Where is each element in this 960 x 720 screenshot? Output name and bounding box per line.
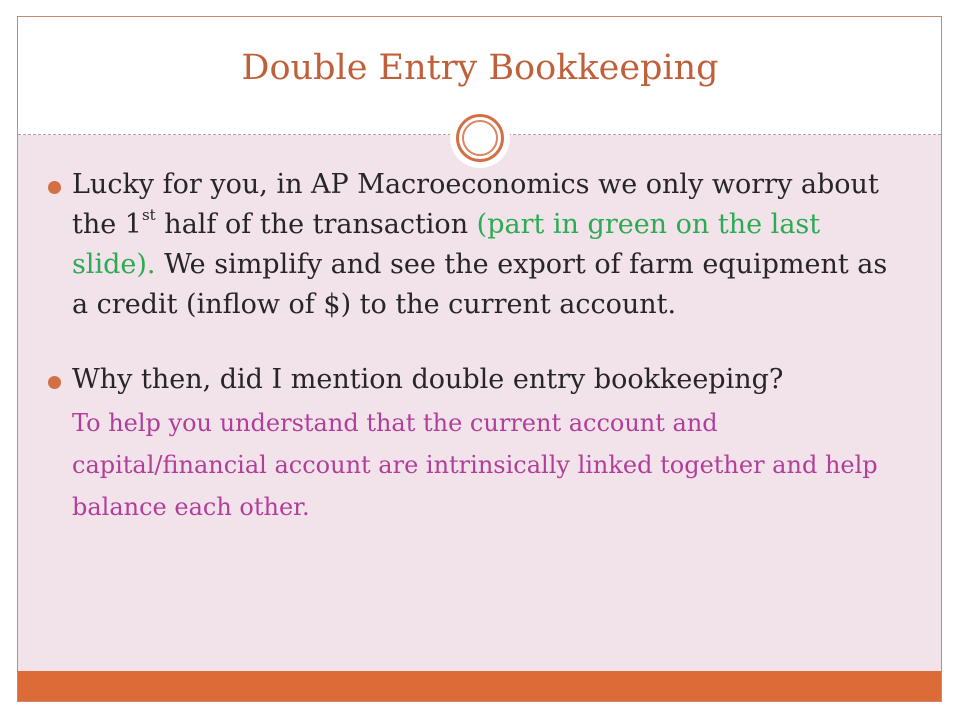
bullet-text-end: We simplify and see the export of farm equipment as a credit (inflow of $) to the current account.: [72, 249, 888, 320]
bullet-text-middle: half of the transaction: [155, 209, 477, 240]
green-highlight-text: (part in green on the last slide).: [72, 209, 821, 280]
bullet-dot-icon: [48, 181, 61, 194]
bullet-item-transaction: [46, 165, 896, 325]
slide-title: Double Entry Bookkeeping: [241, 48, 719, 88]
footer-accent-bar: [18, 671, 941, 701]
question-text: Why then, did I mention double entry bookkeeping?: [72, 364, 784, 395]
bullet-list: [46, 165, 896, 528]
bullet-dot-icon: [48, 376, 61, 389]
answer-text: To help you understand that the current account and capital/financial account are intrinsically linked together and help balance each other.: [72, 409, 878, 521]
ordinal-suffix: st: [141, 206, 156, 224]
inner-ring-icon: [462, 120, 498, 156]
bullet-item-question: [46, 360, 896, 528]
bullet-text-start: Lucky for you, in AP Macroeconomics we only worry about the 1: [72, 169, 879, 240]
